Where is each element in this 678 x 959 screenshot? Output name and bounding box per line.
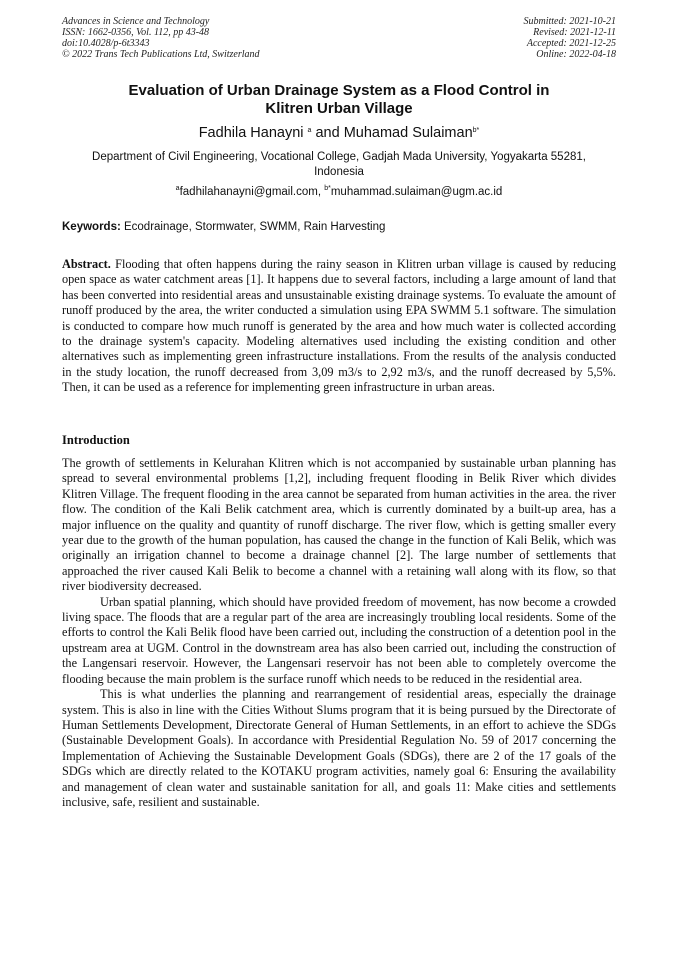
online-date: Online: 2022-04-18: [536, 49, 616, 60]
email-a-mark: a: [175, 185, 180, 192]
intro-paragraph-3: This is what underlies the planning and rearrangement of residential areas, especially the drainage system. This is also in line with the Cities Without Slums program that it is being pursued by the Directorate of Human Settlements Development, Directorate General of Human Settlements, in an effort to achieve the SDGs (Sustainable Development Goals). In accordance with Presidential Regulation No. 59 of 2017 concerning the Implementation of Achieving the Sustainable Development Goals (SDGs), there are 2 of the 17 goals of the SDGs which are directly related to the KOTAKU program activities, namely goal 6: Ensuring the availability and management of clean water and sustainable sanitation for all, and goals 11: Make cities and settlements inclusive, safe, resilient and sustainable.: [62, 687, 616, 809]
paper-title: [62, 82, 616, 118]
submitted-date: Submitted: 2021-10-21: [523, 16, 616, 27]
intro-paragraph-2: Urban spatial planning, which should have provided freedom of movement, has now become a crowded living space. The floods that are a regular part of the area are increasingly troubling local residents. Some of the efforts to control the Kali Belik flood have been carried out, including the construction of a detention pool in the upstream area at UGM. Control in the downstream area has also been carried out, including the construction of the Langensari reservoir. However, the Langensari reservoir has not been able to completely overcome the flooding because the main problem is the surface runoff which needs to be reduced in the residential area.: [62, 594, 616, 686]
affiliation-line-2: Indonesia: [314, 166, 364, 178]
title-line-1: Evaluation of Urban Drainage System as a Flood Control in: [128, 82, 550, 99]
intro-paragraph-1: The growth of settlements in Kelurahan Klitren which is not accompanied by sustainable urban planning has spread to several environmental problems [1,2], including frequent flooding in Belik River which divides Klitren Village. The frequent flooding in the area cannot be separated from human activities in the area. the river flow. The condition of the Kali Belik catchment area, which is currently dominated by a built-up area, has a major influence on the quality and quantity of runoff discharge. The river flow, which is getting smaller every year due to the growth of the human population, has caused the change in the function of Kali Belik, which was originally an irrigation channel to become a drainage channel [2]. The large number of settlements that approached the river caused Kali Belik to become a channel with a retaining wall along with its flow, so that river biodiversity decreased.: [62, 456, 617, 594]
affiliation: [62, 150, 616, 180]
email-b-mark: b*: [324, 185, 331, 192]
doi-line: doi:10.4028/p-6t3343: [62, 38, 150, 49]
abstract-text: Flooding that often happens during the rainy season in Klitren urban village is caused by reducing open space as water catchment areas [1]. It happens due to several factors, including a large amount of land that has been converted into residential areas and unsustainable existing drainage systems. To evaluate the amount of runoff produced by the area, the writer conducted a simulation using EPA SWMM 5.1 software. The simulation is conducted to compare how much runoff is generated by the area and how much water is collected according to the drainage system's capacity. Modeling alternatives used including the existing condition and other alternatives such as implementing green infrastructure installations. From the results of the analysis conducted in the study location, the runoff decreased from 3,09 m3/s to 2,92 m3/s, and the runoff decreased by 5,5%. Then, it can be used as a reference for implementing green infrastructure in urban areas.: [62, 257, 616, 395]
abstract-label: Abstract.: [62, 257, 111, 271]
author-emails: [62, 185, 616, 199]
introduction-body: [62, 456, 616, 810]
abstract: [62, 257, 616, 396]
author-1-affil-mark: a: [307, 127, 312, 134]
author-separator: and: [311, 125, 344, 141]
keywords: [62, 220, 616, 234]
accepted-date: Accepted: 2021-12-25: [526, 38, 616, 49]
author-2: Muhamad Sulaiman: [343, 125, 473, 141]
email-b[interactable]: muhammad.sulaiman@ugm.ac.id: [330, 186, 503, 198]
introduction-heading: Introduction: [62, 433, 130, 447]
keywords-text: Ecodrainage, Stormwater, SWMM, Rain Harvesting: [120, 221, 386, 233]
title-line-2: Klitren Urban Village: [265, 100, 413, 117]
journal-name: Advances in Science and Technology: [62, 16, 210, 27]
keywords-label: Keywords:: [62, 221, 121, 233]
journal-header-left: [62, 16, 260, 60]
affiliation-line-1: Department of Civil Engineering, Vocational College, Gadjah Mada University, Yogyakarta 55281,: [92, 151, 586, 163]
author-2-affil-mark: b*: [472, 127, 480, 134]
author-1: Fadhila Hanayni: [198, 125, 304, 141]
journal-header-right: [524, 16, 617, 60]
revised-date: Revised: 2021-12-11: [533, 27, 616, 38]
issn-line: ISSN: 1662-0356, Vol. 112, pp 43-48: [62, 27, 210, 38]
author-list: [62, 124, 616, 142]
email-a[interactable]: fadhilahanayni@gmail.com,: [179, 186, 325, 198]
copyright-line: © 2022 Trans Tech Publications Ltd, Switzerland: [62, 49, 260, 60]
